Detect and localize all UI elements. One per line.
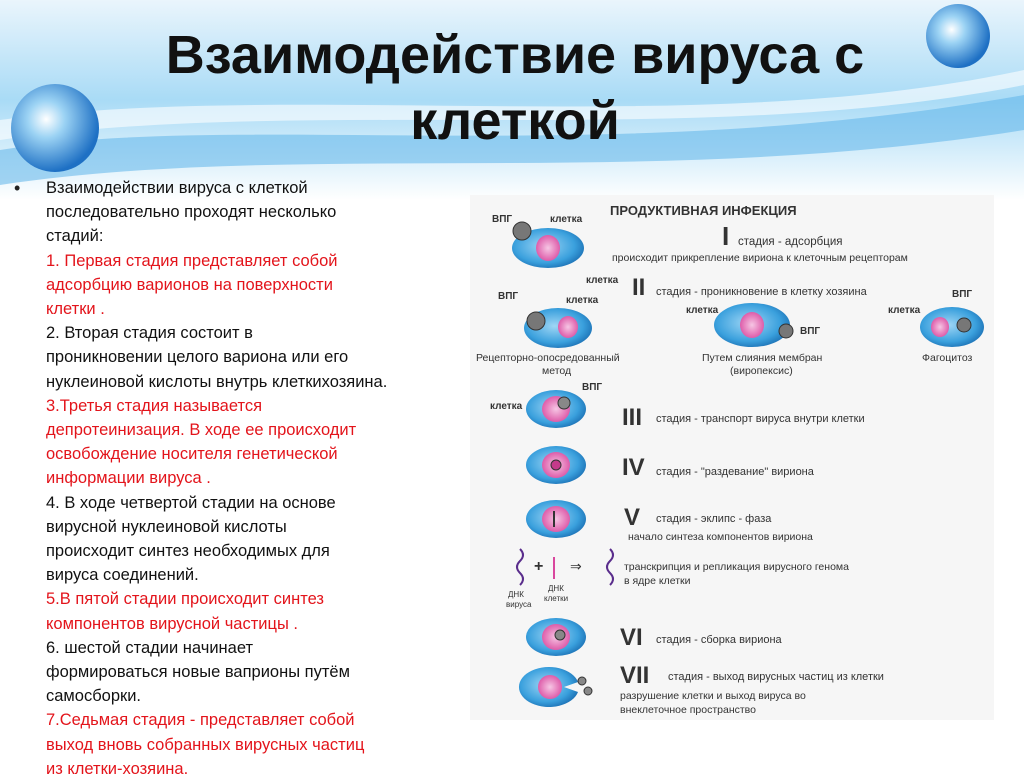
paragraph-stage3 — [46, 394, 466, 491]
route-receptor-line1: Рецепторно-опосредованный — [476, 352, 620, 364]
route-receptor-line2: метод — [542, 365, 572, 377]
cell-icon — [920, 307, 984, 347]
dna-virus-line2: вируса — [506, 600, 532, 609]
replication-line1: транскрипция и репликация вирусного генома — [624, 561, 849, 573]
virion-icon — [551, 460, 561, 470]
label-cell: клетка — [586, 275, 619, 286]
stage-number-1: I — [722, 221, 730, 251]
page-title-line1: Взаимодействие вируса с — [165, 25, 865, 85]
replication-line2: в ядре клетки — [624, 575, 691, 587]
route-fusion-line2: (виропексис) — [730, 365, 793, 377]
text-line: происходит синтез необходимых для — [46, 542, 330, 561]
stage7-description-line2: внеклеточное пространство — [620, 704, 756, 716]
label-vpg: ВПГ — [952, 289, 973, 300]
paragraph-stage2 — [46, 321, 466, 394]
virion-icon — [779, 324, 793, 338]
virion-icon — [527, 312, 545, 330]
stage7-description-line1: разрушение клетки и выход вируса во — [620, 690, 806, 702]
stage-number-2: II — [632, 274, 646, 301]
dna-virus-line1: ДНК — [508, 590, 524, 599]
page-title-line2: клеткой — [410, 91, 620, 151]
text-line: вирусной нуклеиновой кислоты — [46, 517, 287, 536]
stage5-title: стадия - эклипс - фаза — [656, 513, 772, 525]
bullet-marker: • — [14, 178, 21, 198]
virion-icon — [584, 687, 592, 695]
text-line: освобождение носителя генетической — [46, 445, 338, 464]
text-line: 7.Седьмая стадия - представляет собой — [46, 711, 355, 730]
paragraph-stage7 — [46, 708, 466, 781]
diagram-heading: ПРОДУКТИВНАЯ ИНФЕКЦИЯ — [610, 203, 797, 218]
paragraph-intro — [46, 176, 466, 249]
nucleus-icon — [536, 235, 560, 261]
nucleus-icon — [538, 675, 562, 699]
stage1-description: происходит прикрепление вириона к клеточным рецепторам — [612, 252, 908, 264]
stage-number-4: IV — [622, 454, 645, 481]
stage-number-7: VII — [620, 662, 650, 689]
dna-cell-line1: ДНК — [548, 584, 564, 593]
paragraph-stage5 — [46, 587, 466, 635]
label-vpg: ВПГ — [498, 291, 519, 302]
virion-icon — [578, 677, 586, 685]
virion-icon — [957, 318, 971, 332]
virion-icon — [513, 222, 531, 240]
stage7-title: стадия - выход вирусных частиц из клетки — [668, 671, 884, 683]
route-fusion-line1: Путем слияния мембран — [702, 352, 823, 364]
dna-cell-line2: клетки — [544, 594, 569, 603]
stages-description — [46, 176, 466, 781]
text-line: нуклеиновой кислоты внутрь клеткихозяина. — [46, 372, 388, 391]
plus-sign: + — [534, 558, 544, 575]
stage-number-3: III — [622, 404, 643, 431]
text-line: 5.В пятой стадии происходит синтез — [46, 590, 324, 609]
text-line: 6. шестой стадии начинает — [46, 638, 254, 657]
virion-icon — [558, 397, 570, 409]
stage1-title: стадия - адсорбция — [738, 236, 843, 248]
nucleus-icon — [542, 506, 570, 532]
stage2-title: стадия - проникновение в клетку хозяина — [656, 286, 867, 298]
text-line: выход вновь собранных вирусных частиц — [46, 735, 365, 754]
text-line: 3.Третья стадия называется — [46, 396, 263, 415]
text-line: адсорбцию варионов на поверхности — [46, 275, 333, 294]
virion-icon — [555, 630, 565, 640]
text-line: из клетки-хозяина. — [46, 759, 189, 778]
productive-infection-diagram — [470, 195, 994, 720]
nucleus-icon — [931, 317, 949, 337]
paragraph-stage6 — [46, 636, 466, 709]
text-line: самосборки. — [46, 687, 142, 706]
text-line: информации вируса . — [46, 469, 211, 488]
stage5-description: начало синтеза компонентов вириона — [628, 531, 813, 543]
nucleus-icon — [558, 316, 578, 338]
label-vpg: ВПГ — [582, 382, 603, 393]
text-line: вируса соединений. — [46, 566, 199, 585]
paragraph-stage4 — [46, 491, 466, 588]
stage4-title: стадия - "раздевание" вириона — [656, 466, 814, 478]
stage6-title: стадия - сборка вириона — [656, 634, 782, 646]
stage3-title: стадия - транспорт вируса внутри клетки — [656, 413, 865, 425]
paragraph-stage1 — [46, 249, 466, 322]
text-line: 4. В ходе четвертой стадии на основе — [46, 493, 336, 512]
text-line: формироваться новые ваприоны путём — [46, 663, 350, 682]
arrow-icon: ⇒ — [570, 558, 582, 574]
text-line: проникновении целого вариона или его — [46, 348, 349, 367]
text-line: последовательно проходят несколько — [46, 203, 337, 222]
label-vpg: ВПГ — [800, 326, 821, 337]
label-cell: клетка — [550, 214, 583, 225]
nucleus-icon — [740, 312, 764, 338]
stage-number-6: VI — [620, 624, 643, 651]
text-line: 1. Первая стадия представляет собой — [46, 251, 338, 270]
label-cell: клетка — [686, 305, 719, 316]
stage-number-5: V — [624, 504, 641, 531]
text-line: клетки . — [46, 300, 105, 319]
text-line: 2. Вторая стадия состоит в — [46, 324, 253, 343]
label-cell: клетка — [566, 295, 599, 306]
text-line: Взаимодействии вируса с клеткой — [46, 179, 308, 197]
text-line: депротеинизация. В ходе ее происходит — [46, 421, 357, 440]
label-cell: клетка — [490, 401, 523, 412]
text-line: стадий: — [46, 227, 104, 246]
route-phagocytosis: Фагоцитоз — [922, 352, 973, 364]
page-title — [60, 22, 970, 154]
text-line: компонентов вирусной частицы . — [46, 614, 298, 633]
label-cell: клетка — [888, 305, 921, 316]
label-vpg: ВПГ — [492, 214, 513, 225]
